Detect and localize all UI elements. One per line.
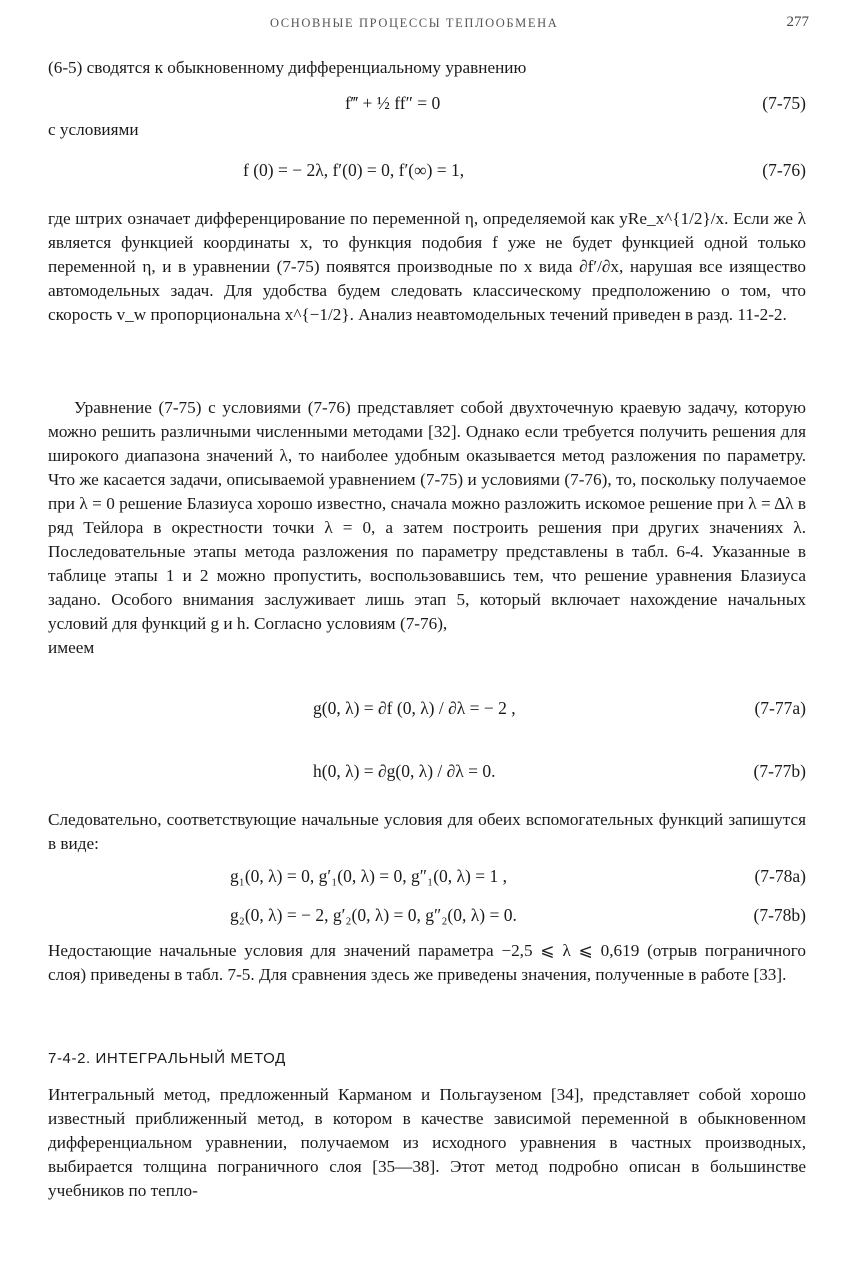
- section-heading: 7-4-2. ИНТЕГРАЛЬНЫЙ МЕТОД: [48, 1050, 286, 1067]
- equation-expression: g(0, λ) = ∂f (0, λ) / ∂λ = − 2 ,: [313, 698, 516, 718]
- equation-expression: f‴ + ½ ff″ = 0: [345, 93, 441, 113]
- paragraph-conditions: с условиями: [48, 120, 139, 139]
- paragraph-definition: [48, 207, 806, 327]
- equation-7-76: [48, 160, 806, 186]
- equation-7-78b: [48, 905, 806, 931]
- equation-number: (7-77b): [753, 761, 806, 781]
- paragraph-integral-method: [48, 1083, 806, 1203]
- paragraph-text: Следовательно, соответствующие начальные условия для обеих вспомогательных функций запишутся в виде:: [48, 810, 806, 853]
- paragraph-text-end: имеем: [48, 638, 95, 657]
- paragraph-missing-conditions: [48, 939, 806, 987]
- equation-7-77a: [48, 698, 806, 724]
- equation-7-78a: [48, 866, 806, 892]
- equation-number: (7-78a): [754, 866, 806, 886]
- equation-7-75: [48, 93, 806, 119]
- equation-7-77b: [48, 761, 806, 787]
- equation-expression: f (0) = − 2λ, f′(0) = 0, f′(∞) = 1,: [243, 160, 465, 180]
- equation-number: (7-77a): [754, 698, 806, 718]
- equation-number: (7-75): [762, 93, 806, 113]
- paragraph-initial-conditions: [48, 808, 806, 856]
- equation-number: (7-76): [762, 160, 806, 180]
- paragraph-text: Недостающие начальные условия для значений параметра −2,5 ⩽ λ ⩽ 0,619 (отрыв пограничного слоя) приведены в табл. 7-5. Для сравнения здесь же приведены значения, полученные в работе [33].: [48, 941, 806, 984]
- paragraph-text: Уравнение (7-75) с условиями (7-76) представляет собой двухточечную краевую задачу, которую можно решить различными численными методами [32]. Однако если требуется получить решения для широкого диапазона значений λ, то наиболее удобным оказывается метод разложения по параметру. Что же касается задачи, описываемой уравнением (7-75) и условиями (7-76), то, поскольку получаемое при λ = 0 решение Блазиуса хорошо известно, сначала можно разложить искомое решение при λ = Δλ в ряд Тейлора в окрестности точки λ = 0, а затем построить решения при других значениях λ. Последовательные этапы метода разложения по параметру представлены в табл. 6-4. Указанные в таблице этапы 1 и 2 можно пропустить, воспользовавшись тем, что решение уравнения Блазиуса задано. Особого внимания заслуживает лишь этап 5, который включает нахождение начальных условий для функций g и h. Согласно условиям (7-76),: [48, 398, 806, 633]
- page-number: 277: [786, 14, 809, 30]
- equation-number: (7-78b): [753, 905, 806, 925]
- paragraph-expansion: [48, 396, 806, 660]
- equation-expression: g₁(0, λ) = 0, g′₁(0, λ) = 0, g″₁(0, λ) = 1 ,: [230, 866, 507, 886]
- page-header: [0, 14, 845, 38]
- running-title: ОСНОВНЫЕ ПРОЦЕССЫ ТЕПЛООБМЕНА: [270, 16, 559, 30]
- paragraph-text: Интегральный метод, предложенный Карманом и Польгаузеном [34], представляет собой хорошо известный приближенный метод, в котором в качестве зависимой переменной в обыкновенном дифференциальном уравнении, получаемом из исходного уравнения в частных производных, выбирается толщина пограничного слоя [35—38]. Этот метод подробно описан в большинстве учебников по тепло-: [48, 1085, 806, 1200]
- equation-expression: h(0, λ) = ∂g(0, λ) / ∂λ = 0.: [313, 761, 496, 781]
- paragraph-text: где штрих означает дифференцирование по переменной η, определяемой как yRe_x^{1/2}/x. Если же λ является функцией координаты x, то функция подобия f уже не будет функцией одной только переменной η, и в уравнении (7-75) появятся производные по x вида ∂f′/∂x, нарушая все изящество автомодельных задач. Для удобства будем следовать классическому предположению о том, что скорость v_w пропорциональна x^{−1/2}. Анализ неавтомодельных течений приведен в разд. 11-2-2.: [48, 209, 806, 324]
- equation-expression: g₂(0, λ) = − 2, g′₂(0, λ) = 0, g″₂(0, λ) = 0.: [230, 905, 517, 925]
- paragraph-intro: (6-5) сводятся к обыкновенному дифференциальному уравнению: [48, 58, 527, 77]
